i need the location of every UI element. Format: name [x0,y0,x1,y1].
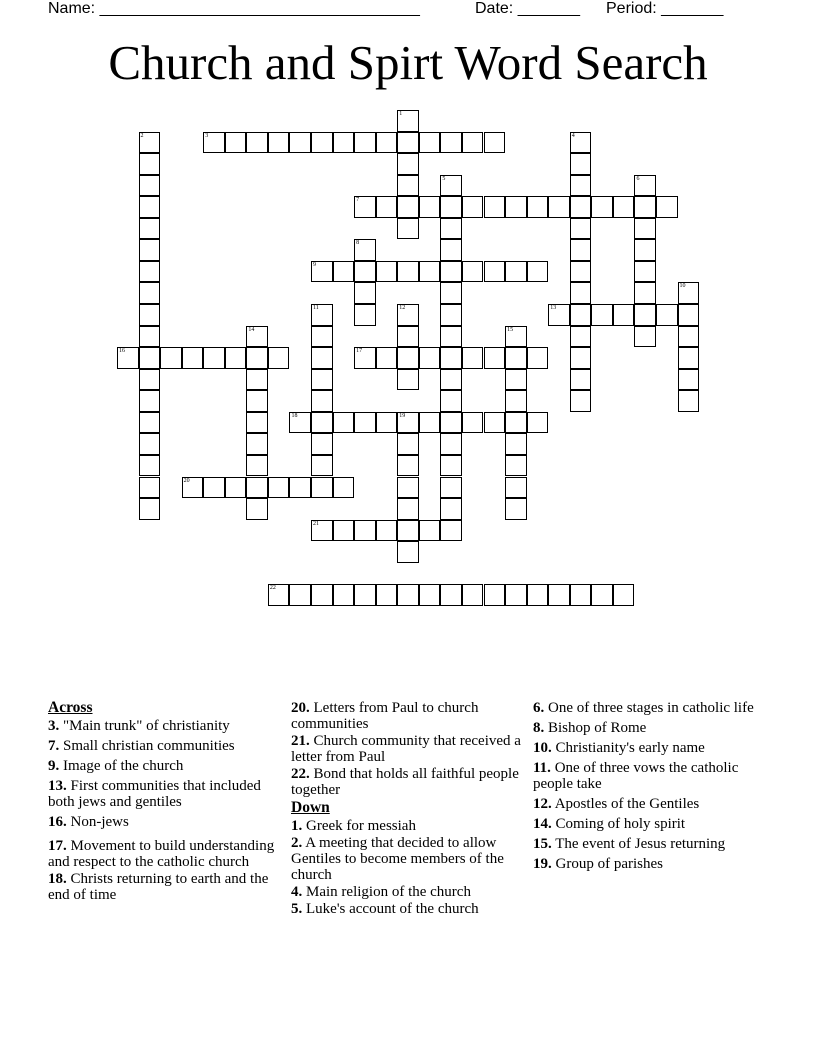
grid-cell[interactable] [440,132,462,154]
clue-across-17: 17. Movement to build understanding and respect to the catholic church [48,838,275,870]
grid-cell[interactable] [419,412,441,434]
grid-cell[interactable] [440,239,462,261]
grid-cell[interactable] [354,412,376,434]
grid-cell[interactable] [505,369,527,391]
clue-down-4: 4. Main religion of the church [291,884,471,900]
grid-cell[interactable] [397,520,419,542]
grid-cell[interactable] [139,153,161,175]
grid-cell[interactable] [397,584,419,606]
grid-cell[interactable] [440,520,462,542]
grid-cell[interactable] [311,347,333,369]
grid-cell[interactable] [117,347,139,369]
grid-cell[interactable] [397,541,419,563]
cell-number: 19 [399,412,406,419]
grid-cell[interactable] [570,175,592,197]
grid-cell[interactable] [139,433,161,455]
grid-cell[interactable] [139,218,161,240]
grid-cell[interactable] [139,175,161,197]
grid-cell[interactable] [397,412,419,434]
grid-cell[interactable] [440,261,462,283]
grid-cell[interactable] [462,132,484,154]
grid-cell[interactable] [139,239,161,261]
grid-cell[interactable] [591,304,613,326]
grid-cell[interactable] [419,196,441,218]
grid-cell[interactable] [397,304,419,326]
grid-cell[interactable] [397,347,419,369]
grid-cell[interactable] [484,347,506,369]
grid-cell[interactable] [505,477,527,499]
grid-cell[interactable] [246,326,268,348]
grid-cell[interactable] [634,239,656,261]
grid-cell[interactable] [505,196,527,218]
cell-number: 9 [313,261,317,268]
clues-column-2 [291,700,527,921]
grid-cell[interactable] [333,261,355,283]
grid-cell[interactable] [570,132,592,154]
grid-cell[interactable] [419,584,441,606]
grid-cell[interactable] [397,455,419,477]
grid-cell[interactable] [678,326,700,348]
grid-cell[interactable] [440,584,462,606]
cell-number: 5 [442,175,446,182]
grid-cell[interactable] [505,347,527,369]
grid-cell[interactable] [570,584,592,606]
grid-cell[interactable] [311,261,333,283]
grid-cell[interactable] [354,584,376,606]
grid-cell[interactable] [311,584,333,606]
grid-cell[interactable] [397,326,419,348]
cell-number: 10 [679,283,686,290]
grid-cell[interactable] [246,477,268,499]
grid-cell[interactable] [440,326,462,348]
grid-cell[interactable] [289,584,311,606]
grid-cell[interactable] [354,282,376,304]
grid-cell[interactable] [440,477,462,499]
grid-cell[interactable] [634,218,656,240]
grid-cell[interactable] [570,369,592,391]
clue-down-12: 12. Apostles of the Gentiles [533,796,700,812]
grid-cell[interactable] [376,347,398,369]
grid-cell[interactable] [678,304,700,326]
grid-cell[interactable] [484,412,506,434]
grid-cell[interactable] [246,498,268,520]
grid-cell[interactable] [333,584,355,606]
grid-cell[interactable] [462,584,484,606]
grid-cell[interactable] [311,369,333,391]
grid-cell[interactable] [484,196,506,218]
grid-cell[interactable] [246,347,268,369]
grid-cell[interactable] [570,261,592,283]
grid-cell[interactable] [203,132,225,154]
grid-cell[interactable] [440,218,462,240]
grid-cell[interactable] [527,412,549,434]
grid-cell[interactable] [570,347,592,369]
grid-cell[interactable] [634,261,656,283]
grid-cell[interactable] [634,196,656,218]
grid-cell[interactable] [376,412,398,434]
cell-number: 12 [399,305,406,312]
grid-cell[interactable] [376,261,398,283]
grid-cell[interactable] [505,584,527,606]
grid-cell[interactable] [462,412,484,434]
grid-cell[interactable] [440,390,462,412]
grid-cell[interactable] [246,369,268,391]
cell-number: 6 [636,175,640,182]
clue-across-9: 9. Image of the church [48,758,184,774]
grid-cell[interactable] [678,282,700,304]
cell-number: 11 [313,305,319,312]
grid-cell[interactable] [246,412,268,434]
grid-cell[interactable] [419,132,441,154]
cell-number: 13 [550,305,557,312]
cell-number: 16 [119,348,125,355]
grid-cell[interactable] [484,584,506,606]
grid-cell[interactable] [591,196,613,218]
cell-number: 14 [248,326,255,333]
grid-cell[interactable] [182,477,204,499]
grid-cell[interactable] [139,304,161,326]
grid-cell[interactable] [440,412,462,434]
grid-cell[interactable] [570,390,592,412]
grid-cell[interactable] [484,132,506,154]
cell-number: 7 [356,197,360,204]
grid-cell[interactable] [354,520,376,542]
grid-cell[interactable] [527,584,549,606]
clue-down-8: 8. Bishop of Rome [533,720,647,736]
name-field[interactable]: Name: ____________________________________ [48,0,420,17]
grid-cell[interactable] [311,412,333,434]
grid-cell[interactable] [354,304,376,326]
clue-down-15: 15. The event of Jesus returning [533,836,726,852]
grid-cell[interactable] [139,132,161,154]
clue-across-3: 3. "Main trunk" of christianity [48,718,230,734]
grid-cell[interactable] [505,261,527,283]
grid-cell[interactable] [289,412,311,434]
grid-cell[interactable] [440,433,462,455]
grid-cell[interactable] [570,153,592,175]
grid-cell[interactable] [440,282,462,304]
grid-cell[interactable] [203,477,225,499]
cell-number: 18 [291,412,298,419]
grid-cell[interactable] [397,153,419,175]
clue-across-16: 16. Non-jews [48,814,129,830]
across-heading: Across [48,699,93,716]
grid-cell[interactable] [678,369,700,391]
grid-cell[interactable] [246,390,268,412]
grid-cell[interactable] [139,196,161,218]
grid-cell[interactable] [311,477,333,499]
down-heading: Down [291,799,330,816]
grid-cell[interactable] [527,261,549,283]
grid-cell[interactable] [203,347,225,369]
grid-cell[interactable] [246,455,268,477]
grid-cell[interactable] [139,412,161,434]
clue-across-7: 7. Small christian communities [48,738,235,754]
grid-cell[interactable] [656,304,678,326]
date-field[interactable]: Date: _______ [475,0,580,17]
grid-cell[interactable] [225,347,247,369]
clue-down-6: 6. One of three stages in catholic life [533,700,754,716]
grid-cell[interactable] [440,498,462,520]
grid-cell[interactable] [419,347,441,369]
grid-cell[interactable] [160,347,182,369]
grid-cell[interactable] [311,455,333,477]
grid-cell[interactable] [139,455,161,477]
grid-cell[interactable] [268,584,290,606]
grid-cell[interactable] [268,477,290,499]
grid-cell[interactable] [139,326,161,348]
grid-cell[interactable] [397,196,419,218]
grid-cell[interactable] [505,390,527,412]
grid-cell[interactable] [139,477,161,499]
grid-cell[interactable] [440,369,462,391]
clue-across-20: 20. Letters from Paul to church communities [291,700,479,732]
grid-cell[interactable] [440,196,462,218]
grid-cell[interactable] [634,326,656,348]
clue-across-18: 18. Christs returning to earth and the end of time [48,871,269,903]
clue-down-10: 10. Christianity's early name [533,740,705,756]
grid-cell[interactable] [419,261,441,283]
grid-cell[interactable] [419,520,441,542]
grid-cell[interactable] [505,498,527,520]
grid-cell[interactable] [634,304,656,326]
cell-number: 21 [313,520,320,527]
grid-cell[interactable] [613,196,635,218]
cell-number: 17 [356,348,363,355]
cell-number: 8 [356,240,360,247]
grid-cell[interactable] [333,520,355,542]
grid-cell[interactable] [591,584,613,606]
grid-cell[interactable] [376,132,398,154]
grid-cell[interactable] [354,132,376,154]
grid-cell[interactable] [311,132,333,154]
period-field[interactable]: Period: _______ [606,0,724,17]
grid-cell[interactable] [570,326,592,348]
grid-cell[interactable] [570,304,592,326]
grid-cell[interactable] [225,132,247,154]
grid-cell[interactable] [397,433,419,455]
grid-cell[interactable] [505,412,527,434]
grid-cell[interactable] [548,584,570,606]
clue-down-14: 14. Coming of holy spirit [533,816,686,832]
clue-across-21: 21. Church community that received a letter from Paul [291,733,521,765]
grid-cell[interactable] [246,132,268,154]
clue-down-11: 11. One of three vows the catholic people take [533,760,739,792]
grid-cell[interactable] [139,498,161,520]
cell-number: 4 [571,132,575,139]
grid-cell[interactable] [440,455,462,477]
grid-cell[interactable] [484,261,506,283]
grid-cell[interactable] [139,369,161,391]
grid-cell[interactable] [440,347,462,369]
grid-cell[interactable] [397,477,419,499]
grid-cell[interactable] [376,584,398,606]
grid-cell[interactable] [440,175,462,197]
clues-column-1 [48,700,284,907]
grid-cell[interactable] [462,196,484,218]
grid-cell[interactable] [289,132,311,154]
grid-cell[interactable] [333,412,355,434]
grid-cell[interactable] [397,218,419,240]
grid-cell[interactable] [139,390,161,412]
grid-cell[interactable] [246,433,268,455]
grid-cell[interactable] [527,347,549,369]
grid-cell[interactable] [397,110,419,132]
grid-cell[interactable] [182,347,204,369]
clue-down-19: 19. Group of parishes [533,856,663,872]
grid-cell[interactable] [440,304,462,326]
grid-cell[interactable] [397,261,419,283]
cell-number: 3 [205,132,209,139]
grid-cell[interactable] [570,218,592,240]
grid-cell[interactable] [354,196,376,218]
grid-cell[interactable] [268,132,290,154]
grid-cell[interactable] [548,304,570,326]
grid-cell[interactable] [462,261,484,283]
grid-cell[interactable] [311,304,333,326]
clues-column-3 [533,700,773,876]
clue-down-1: 1. Greek for messiah [291,818,416,834]
grid-cell[interactable] [311,520,333,542]
cell-number: 22 [269,585,276,592]
clue-across-13: 13. First communities that included both jews and gentiles [48,778,261,810]
grid-cell[interactable] [505,433,527,455]
grid-cell[interactable] [505,455,527,477]
grid-cell[interactable] [268,347,290,369]
grid-cell[interactable] [139,347,161,369]
grid-cell[interactable] [570,282,592,304]
grid-cell[interactable] [333,477,355,499]
grid-cell[interactable] [139,261,161,283]
grid-cell[interactable] [289,477,311,499]
page-title: Church and Spirt Word Search [108,35,708,90]
cell-number: 20 [183,477,190,484]
grid-cell[interactable] [678,390,700,412]
grid-cell[interactable] [225,477,247,499]
grid-cell[interactable] [570,239,592,261]
grid-cell[interactable] [397,369,419,391]
grid-cell[interactable] [634,282,656,304]
grid-cell[interactable] [376,520,398,542]
cell-number: 1 [399,111,403,117]
grid-cell[interactable] [548,196,570,218]
grid-cell[interactable] [462,347,484,369]
grid-cell[interactable] [505,326,527,348]
grid-cell[interactable] [613,304,635,326]
grid-cell[interactable] [656,196,678,218]
grid-cell[interactable] [376,196,398,218]
grid-cell[interactable] [354,261,376,283]
grid-cell[interactable] [139,282,161,304]
grid-cell[interactable] [570,196,592,218]
grid-cell[interactable] [354,347,376,369]
grid-cell[interactable] [311,326,333,348]
grid-cell[interactable] [527,196,549,218]
grid-cell[interactable] [311,390,333,412]
clue-down-5: 5. Luke's account of the church [291,901,479,917]
grid-cell[interactable] [397,498,419,520]
grid-cell[interactable] [354,239,376,261]
cell-number: 15 [507,326,514,333]
grid-cell[interactable] [678,347,700,369]
grid-cell[interactable] [397,175,419,197]
grid-cell[interactable] [397,132,419,154]
cell-number: 2 [140,132,144,139]
grid-cell[interactable] [333,132,355,154]
clue-across-22: 22. Bond that holds all faithful people together [291,766,519,798]
grid-cell[interactable] [613,584,635,606]
grid-cell[interactable] [634,175,656,197]
clue-down-2: 2. A meeting that decided to allow Gentiles to become members of the church [291,835,504,883]
grid-cell[interactable] [311,433,333,455]
